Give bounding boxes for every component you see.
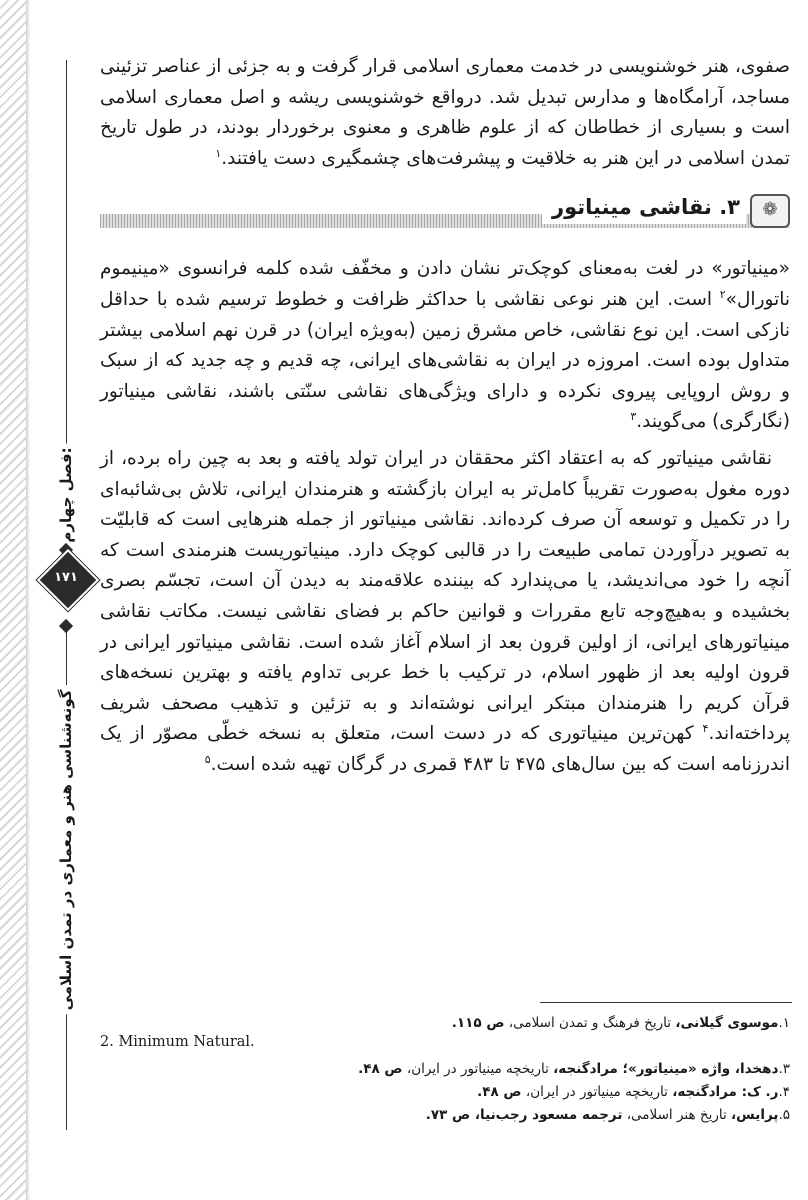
miniature-definition-paragraph	[100, 254, 790, 438]
footnote-3	[100, 1058, 790, 1081]
miniature-history-paragraph	[100, 444, 790, 781]
margin-diamond-bottom	[59, 619, 73, 633]
margin-rule-middle	[66, 625, 67, 685]
section-title-text: نقاشی مینیاتور	[552, 195, 712, 220]
running-head-chapter: فصل چهارم:	[57, 443, 75, 546]
footnote-page: ص ۷۳.	[425, 1107, 471, 1123]
footnote-author: پرایس،	[731, 1107, 779, 1123]
section-title	[542, 190, 746, 224]
footnote-ref-2: ۲	[719, 287, 726, 301]
section-number: ۳.	[719, 195, 740, 220]
paragraph-text: است. این هنر نوعی نقاشی با حداکثر ظرافت و خطوط ترسیم شده با حداقل نازکی است. این نوع نقاشی، خاص مشرق زمین (به‌ویژه ایران) در قرن نهم اسلامی بیشتر متداول بوده است. امروزه در ایران به نقاشی‌های ایرانی، چه قدیم و چه جدید که از سبک و روش اروپایی پیروی نکرده و دارای ویژگی‌های نقاشی سنّتی باشند، نقاشی مینیاتور (نگارگری) می‌گویند.	[100, 288, 790, 433]
footnote-source: تاریخچه مینیاتور در ایران،	[521, 1084, 673, 1100]
paragraph-text: نقاشی مینیاتور که به اعتقاد اکثر محققان در ایران تولد یافته و بعد به چین راه برده، از دوره مغول به‌صورت تقریباً کامل‌تر به ایران بازگشته و هنرمندان ایرانی، تلاش بی‌شائبه‌ای را در تکمیل و توسعه آن صرف کرده‌اند. نقاشی مینیاتور از جمله هنرهایی است که قابلیّت به تصویر درآوردن تمامی طبیعت را در قالبی کوچک دارد. مینیاتوریست هنرمندی است که آنچه را خود می‌اندیشد، یا می‌پندارد که بیننده علاقه‌مند به دیدن آن است، تجسّم بصری بخشیده و به‌هیچ‌وجه تابع مقررات و قوانین حاکم بر فضای نقاشی نیست. مکاتب نقاشی مینیاتورهای ایرانی، از اولین قرون بعد از اسلام آغاز شده است. نقاشی مینیاتور ایرانی در قرون اولیه بعد از ظهور اسلام، در ترکیب با خط عربی تداوم یافته و بهترین نسخه‌های قرآن کریم را هنرمندان مبتکر ایرانی نوشته‌اند و به تزئین و تذهیب مصحف شریف پرداخته‌اند.	[100, 447, 790, 745]
footnote-ref-4: ۴	[702, 722, 709, 736]
paragraph-text: کهن‌ترین مینیاتوری که در دست است، متعلق به نسخه خطّی مصوّر از یک اندرزنامه است که بین سال‌های ۴۷۵ تا ۴۸۳ قمری در گرگان تهیه شده است.	[100, 723, 790, 775]
footnote-source: تاریخ هنر اسلامی،	[622, 1107, 732, 1123]
footnote-ref-1: ۱	[215, 146, 222, 160]
footnotes	[100, 1012, 790, 1034]
footnote-separator	[540, 1002, 792, 1003]
footnote-ref-3: ۳	[630, 410, 637, 424]
footnote-author: دهخدا، واژه «مینیاتور»؛ مرادگنجه،	[553, 1061, 779, 1077]
page-number: ۱۷۱	[54, 570, 78, 585]
footnote-author: ر. ک: مرادگنجه،	[672, 1084, 779, 1100]
footnote-ref-5: ۵	[204, 752, 211, 766]
ornament-icon: ❁	[750, 194, 790, 228]
page-edge-gradient	[26, 0, 30, 1200]
footnote-number: ۱.	[778, 1015, 790, 1031]
footnote-author: موسوی گیلانی،	[675, 1015, 779, 1031]
intro-paragraph	[100, 52, 790, 174]
paragraph-text: «مینیاتور» در لغت به‌معنای کوچک‌تر نشان دادن و مخفّف شده کلمه فرانسوی «مینیموم ناتورال»	[100, 258, 790, 310]
footnote-source: تاریخ فرهنگ و تمدن اسلامی،	[504, 1015, 676, 1031]
footnote-4	[100, 1081, 790, 1104]
intro-text: صفوی، هنر خوشنویسی در خدمت معماری اسلامی قرار گرفت و به جزئی از عناصر تزئینی مساجد، آرامگاه‌ها و مدارس تبدیل شد. درواقع خوشنویسی ریشه و اصل معماری اسلامی است و بسیاری از خطاطان که از علوم ظاهری و معنوی برخوردار بودند، در طول تاریخ تمدن اسلامی در این هنر به خلاقیت و پیشرفت‌های چشمگیری دست یافتند.	[100, 56, 790, 169]
footnotes-continued	[100, 1058, 790, 1127]
footnote-page: ص ۱۱۵.	[451, 1015, 505, 1031]
footnote-number: ۴.	[778, 1084, 790, 1100]
footnote-number: ۵.	[778, 1107, 790, 1123]
footnote-number: ۳.	[778, 1061, 790, 1077]
footnote-page: ص ۴۸.	[477, 1084, 522, 1100]
running-head-book-title: گونه‌شناسی هنر و معماری در تمدن اسلامی	[57, 686, 75, 1015]
footnote-2: 2. Minimum Natural.	[100, 1034, 255, 1050]
footnote-translator: ترجمه مسعود رجب‌نیا،	[470, 1107, 623, 1123]
margin-rule-bottom	[66, 1010, 67, 1130]
main-text	[100, 52, 790, 780]
section-heading	[100, 190, 790, 238]
footnote-page: ص ۴۸.	[358, 1061, 403, 1077]
footnote-source: تاریخچه مینیاتور در ایران،	[402, 1061, 554, 1077]
footnote-5	[100, 1104, 790, 1127]
footnote-1	[100, 1012, 790, 1034]
page-edge-shadow	[0, 0, 28, 1200]
